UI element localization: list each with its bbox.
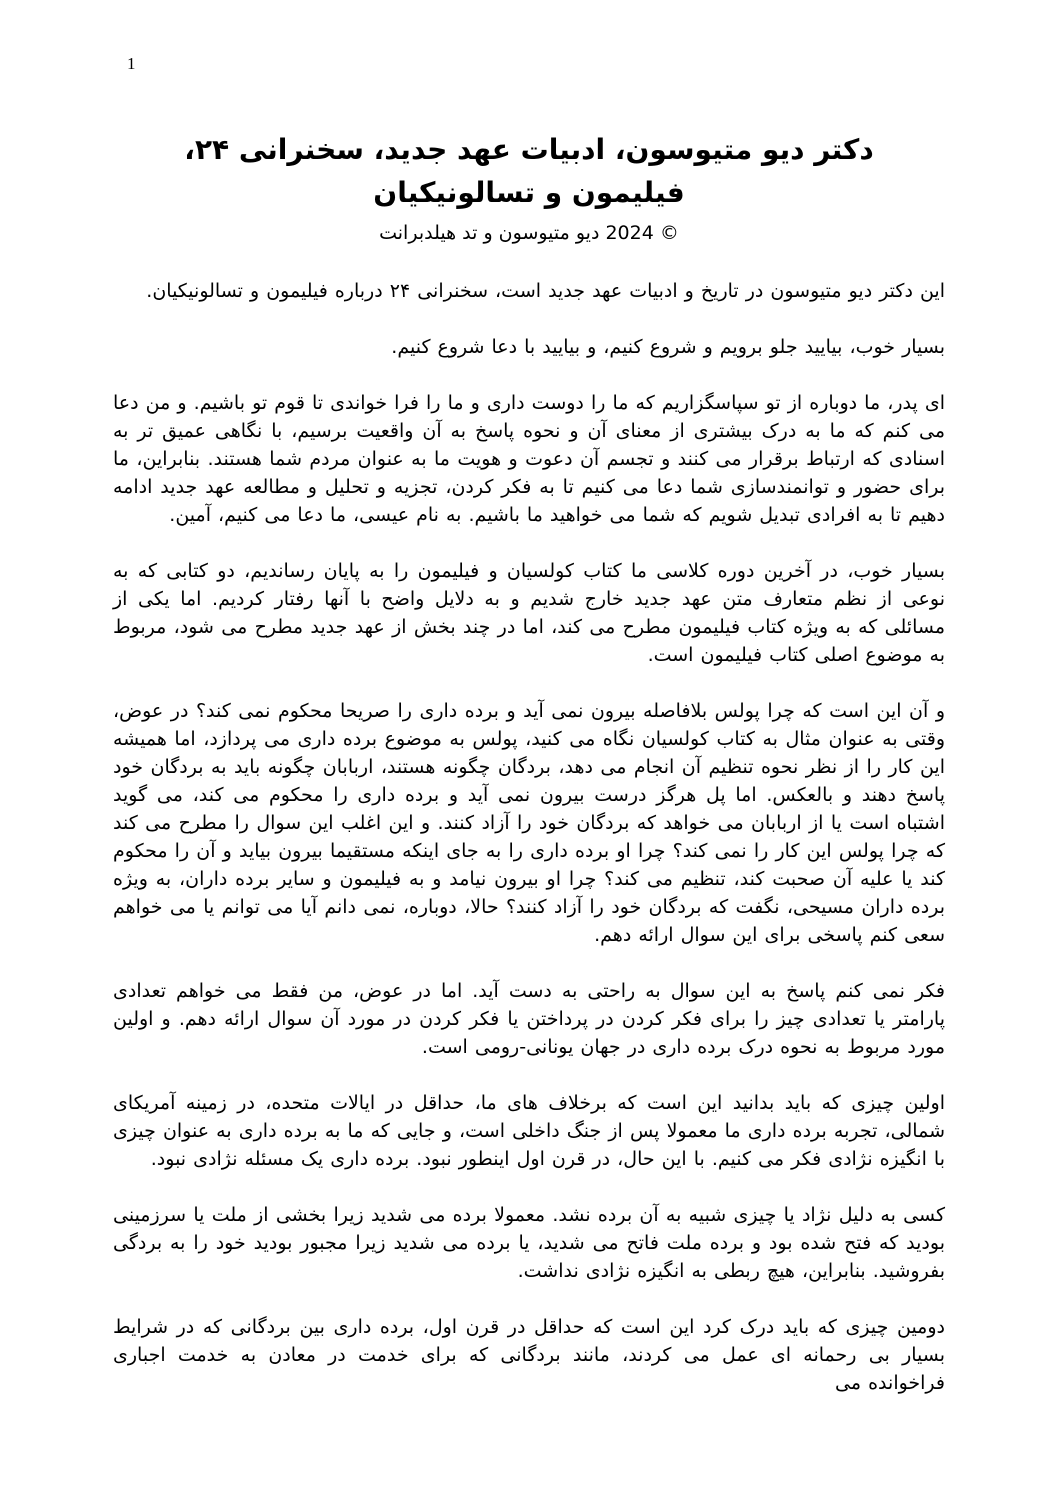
paragraph-parameters-intro: فکر نمی کنم پاسخ به این سوال به راحتی به دست آید. اما در عوض، من فقط می خواهم تعدادی پارامتر یا تعدادی چیز را برای فکر کردن در پرداختن یا فکر کردن در مورد آن سوال ارائه دهم. و اولین مورد مربوط به نحوه درک برده داری در جهان یونانی-رومی است.	[113, 980, 945, 1058]
document-title: دکتر دیو متیوسون، ادبیات عهد جدید، سخنرانی ۲۴، فیلیمون و تسالونیکیان	[184, 133, 874, 209]
paragraph-second-point-conditions: دومین چیزی که باید درک کرد این است که حداقل در قرن اول، برده داری بین بردگانی که در شرایط بسیار بی رحمانه ای عمل می کردند، مانند بردگانی که برای خدمت در معادن به خدمت اجباری فراخوانده می	[113, 1316, 945, 1394]
paragraph-lets-begin: بسیار خوب، بیایید جلو برویم و شروع کنیم، و بیایید با دعا شروع کنیم.	[391, 336, 945, 358]
paragraph-last-session-recap: بسیار خوب، در آخرین دوره کلاسی ما کتاب کولسیان و فیلیمون را به پایان رساندیم، دو کتابی که به نوعی از نظم متعارف متن عهد جدید خارج شدیم و به دلایل واضح با آنها رفتار کردیم. اما یکی از مسائلی که به ویژه کتاب فیلیمون مطرح می کند، اما در چند بخش از عهد جدید مطرح می شود، مربوط به موضوع اصلی کتاب فیلیمون است.	[113, 560, 945, 666]
paragraph-intro: این دکتر دیو متیوسون در تاریخ و ادبیات عهد جدید است، سخنرانی ۲۴ درباره فیلیمون و تسالونیکیان.	[146, 280, 945, 302]
paragraph-slavery-not-racial: کسی به دلیل نژاد یا چیزی شبیه به آن برده نشد. معمولا برده می شدید زیرا بخشی از ملت یا سرزمینی بودید که فتح شده بود و برده ملت فاتح می شدید، یا برده می شدید زیرا مجبور بودید خود را به بردگی بفروشید. بنابراین، هیچ ربطی به انگیزه نژادی نداشت.	[113, 1204, 945, 1282]
transcript-body	[113, 277, 945, 1397]
paragraph-first-point-context: اولین چیزی که باید بدانید این است که برخلاف های ما، حداقل در ایالات متحده، در زمینه آمریکای شمالی، تجربه برده داری ما معمولا پس از جنگ داخلی است، و جایی که ما به برده داری به عنوان چیزی با انگیزه نژادی فکر می کنیم. با این حال، در قرن اول اینطور نبود. برده داری یک مسئله نژادی نبود.	[113, 1092, 945, 1170]
paragraph-opening-prayer: ای پدر، ما دوباره از تو سپاسگزاریم که ما را دوست داری و ما را فرا خواندی تا قوم تو باشیم. و من دعا می کنم که ما به درک بیشتری از معنای آن و نحوه پاسخ به آن واقعیت برسیم، با نگاهی عمیق تر به اسنادی که ارتباط برقرار می کنند و تجسم آن دعوت و هویت ما به عنوان مردم شما هستند. بنابراین، ما برای حضور و توانمندسازی شما دعا می کنیم تا به فکر کردن، تجزیه و تحلیل و مطالعه عهد جدید ادامه دهیم تا به افرادی تبدیل شویم که شما می خواهید ما باشیم. به نام عیسی، ما دعا می کنیم، آمین.	[113, 392, 945, 526]
paragraph-why-paul-doesnt-condemn-slavery: و آن این است که چرا پولس بلافاصله بیرون نمی آید و برده داری را صریحا محکوم نمی کند؟ در عوض، وقتی به عنوان مثال به کتاب کولسیان نگاه می کنید، پولس به موضوع برده داری می پردازد، اما همیشه این کار را از نظر نحوه تنظیم آن انجام می دهد، بردگان چگونه هستند، اربابان چگونه باید به بردگان خود پاسخ دهند و بالعکس. اما پل هرگز درست بیرون نمی آید و برده داری را محکوم می کند، می گوید اشتباه است یا از اربابان می خواهد که بردگان خود را آزاد کنند. و این اغلب این سوال را مطرح می کند که چرا پولس این کار را نمی کند؟ چرا او برده داری را به جای اینکه مستقیما بیرون بیاید و آن را محکوم کند یا علیه آن صحبت کند، تنظیم می کند؟ چرا او بیرون نیامد و به فیلیمون و سایر برده داران، به ویژه برده داران مسیحی، نگفت که بردگان خود را آزاد کنند؟ حالا، دوباره، نمی دانم آیا می توانم یا می خواهم سعی کنم پاسخی برای این سوال ارائه دهم.	[113, 700, 945, 946]
copyright-line: © 2024 دیو متیوسون و تد هیلدبرانت	[379, 222, 679, 244]
page-number: 1	[127, 54, 136, 73]
